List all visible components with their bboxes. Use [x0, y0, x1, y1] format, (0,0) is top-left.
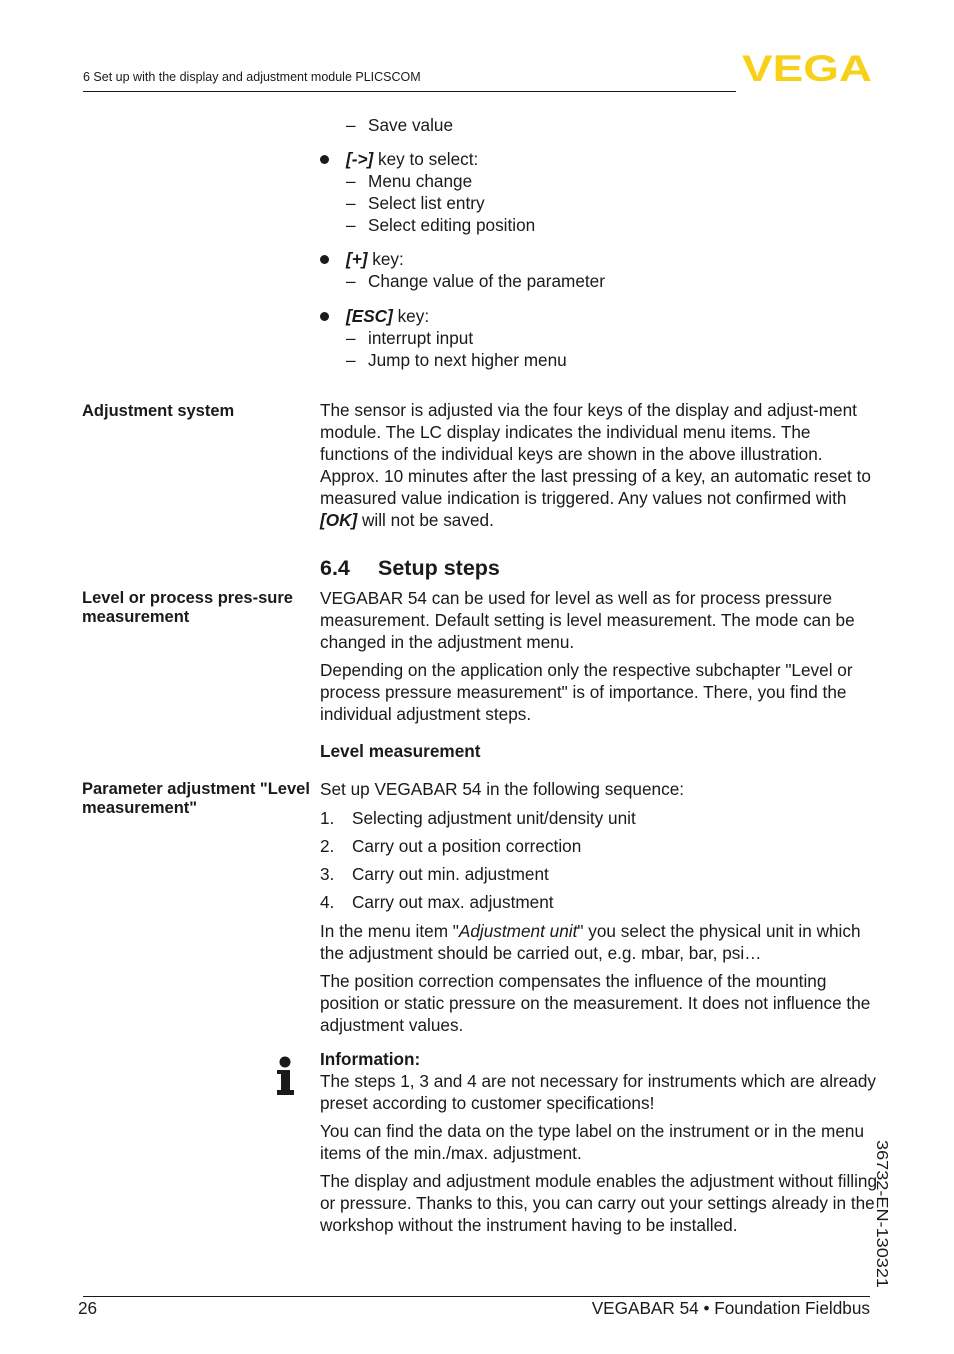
- step-item: 4. Carry out max. adjustment: [320, 892, 554, 912]
- bullet-key-select: [->] key to select:: [320, 148, 478, 170]
- dash-item: – Jump to next higher menu: [346, 349, 567, 371]
- information-paragraph-3: The display and adjustment module enables the adjustment without filling or pressure. Thanks to this, you can carry out your settings already in the workshop without the instrument having to be installed.: [320, 1171, 878, 1235]
- level-measurement-heading: Level measurement: [320, 741, 481, 761]
- footer-product: VEGABAR 54 • Foundation Fieldbus: [591, 1298, 870, 1318]
- header-rule: [83, 91, 736, 92]
- dash-item: – Menu change: [346, 170, 472, 192]
- position-correction-paragraph: The position correction compensates the influence of the mounting position or static pressure on the measurement. It does not influence the adjustment values.: [320, 971, 871, 1035]
- section-title: Setup steps: [378, 556, 500, 580]
- dash-item: – Select list entry: [346, 192, 485, 214]
- running-header: 6 Set up with the display and adjustment module PLICSCOM: [83, 70, 421, 84]
- information-paragraph-1: The steps 1, 3 and 4 are not necessary for instruments which are already preset according to customer specifications!: [320, 1071, 877, 1113]
- step-item: 1. Selecting adjustment unit/density unit: [320, 808, 636, 828]
- section-number: 6.4: [320, 556, 350, 580]
- bullet-dot: [320, 312, 329, 321]
- sequence-intro: Set up VEGABAR 54 in the following sequence:: [320, 779, 685, 799]
- document-id-vertical: [872, 1140, 894, 1290]
- step-item: 2. Carry out a position correction: [320, 836, 582, 856]
- bullet-key-esc: [ESC] key:: [320, 305, 429, 327]
- bullet-dot: [320, 155, 329, 164]
- dash-item: – Select editing position: [346, 214, 535, 236]
- adjustment-system-paragraph: The sensor is adjusted via the four keys of the display and adjust-ment module. The LC display indicates the individual menu items. The functions of the individual keys are shown in the above illustration. Approx. 10 minutes after the last pressing of a key, an automatic reset to measured value indication is triggered. Any values not confirmed with [OK] will not be saved.: [320, 400, 871, 530]
- level-process-paragraph-2: Depending on the application only the respective subchapter "Level or process pressure measurement" is of importance. There, you find the individual adjustment steps.: [320, 660, 853, 724]
- bullet-key-plus: [+] key:: [320, 248, 404, 270]
- adjustment-unit-paragraph: In the menu item "Adjustment unit" you select the physical unit in which the adjustment should be carried out, e.g. mbar, bar, psi…: [320, 921, 861, 963]
- dash-item: – interrupt input: [346, 327, 473, 349]
- step-item: 3. Carry out min. adjustment: [320, 864, 549, 884]
- dash-item-save-value: – Save value: [346, 114, 453, 136]
- footer-rule: [83, 1296, 870, 1297]
- level-process-paragraph-1: VEGABAR 54 can be used for level as well as for process pressure measurement. Default setting is level measurement. The mode can be changed in the adjustment menu.: [320, 588, 855, 652]
- page-number: 26: [78, 1298, 98, 1318]
- side-label-level-or-process: Level or process pres-sure measurement: [82, 589, 293, 626]
- side-label-adjustment-system: Adjustment system: [82, 402, 235, 420]
- dash-item: – Change value of the parameter: [346, 270, 605, 292]
- vega-logo: [742, 52, 872, 84]
- information-icon: [276, 1056, 294, 1096]
- svg-text:36732-EN-130321: 36732-EN-130321: [873, 1140, 890, 1271]
- information-paragraph-2: You can find the data on the type label on the instrument or in the menu items of the min./max. adjustment.: [320, 1121, 865, 1163]
- side-label-parameter-adjustment: Parameter adjustment "Level measurement": [82, 780, 310, 817]
- information-title: Information:: [320, 1049, 421, 1069]
- svg-text:VEGA: VEGA: [742, 52, 872, 84]
- bullet-dot: [320, 255, 329, 264]
